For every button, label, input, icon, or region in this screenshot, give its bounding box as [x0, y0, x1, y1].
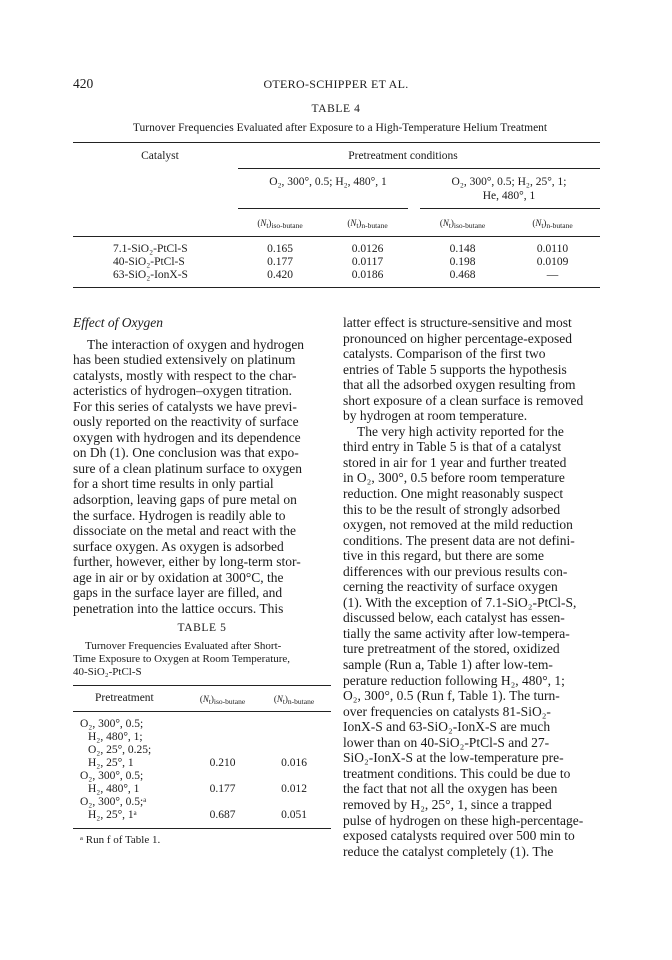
right-line: treatment conditions. This could be due to: [343, 765, 571, 781]
right-line: tive in this regard, but there are some: [343, 548, 544, 564]
right-line: in O₂, 300°, 0.5 before room temperature: [343, 470, 565, 486]
right-line: conditions. The present data are not defini-: [343, 532, 575, 548]
right-line: exposed catalysts required over 500 min to: [343, 828, 575, 844]
left-line: gaps in the surface layer are filled, and: [73, 585, 283, 601]
table4-row3-v4: —: [546, 269, 559, 281]
left-line: the surface. Hydrogen is readily able to: [73, 507, 286, 523]
right-line: SiO₂-IonX-S at the low-temperature pre-: [343, 750, 564, 766]
table4-row2-v2: 0.0117: [351, 256, 384, 268]
table5-row1-n: 0.016: [281, 757, 307, 769]
table4-cond1-rule: [238, 208, 408, 209]
table5-row2-iso: 0.177: [209, 783, 236, 795]
table5-caption-line: 40-SiO₂-PtCl-S: [73, 666, 142, 678]
left-line: age in air or by oxidation at 300°C, the: [73, 569, 284, 585]
right-line: removed by H₂, 25°, 1, since a trapped: [343, 796, 552, 812]
right-line: that all the adsorbed oxygen resulting from: [343, 377, 576, 393]
running-head: OTERO-SCHIPPER ET AL.: [263, 77, 409, 91]
table4-row1-v1: 0.165: [267, 243, 293, 255]
table4-row3-v3: 0.468: [449, 269, 476, 281]
right-line: sample (Run a, Table 1) after low-tem-: [343, 657, 553, 673]
table4-bottom-rule: [73, 287, 600, 288]
table4-row1-catalyst: 7.1-SiO₂-PtCl-S: [113, 243, 188, 255]
left-line: The interaction of oxygen and hydrogen: [87, 336, 305, 352]
table5-header-rule: [73, 711, 331, 712]
left-line: for a short time results in only partial: [73, 476, 274, 492]
table4-row2-v1: 0.177: [267, 256, 293, 268]
right-line: the fact that not all the oxygen has been: [343, 781, 558, 797]
table4-col-catalyst: Catalyst: [141, 150, 179, 162]
right-line: entries of Table 5 supports the hypothesis: [343, 361, 567, 377]
table5-row3-iso: 0.687: [209, 809, 236, 821]
right-line: IonX-S and 63-SiO₂-IonX-S are much: [343, 719, 551, 735]
table4-cond2-rule: [420, 208, 600, 209]
table5-bottom-rule: [73, 828, 331, 829]
table4-row3-v1: 0.420: [267, 269, 293, 281]
right-line: catalysts. Comparison of the first two: [343, 346, 546, 362]
table4-pretreatment-rule: [238, 168, 600, 169]
right-line: O₂, 300°, 0.5 (Run f, Table 1). The turn-: [343, 688, 560, 704]
table4-nt-iso-2: $(N_t)_{iso-butane}$: [439, 218, 486, 230]
table5-row1-line: O₂, 300°, 0.5;: [80, 718, 144, 730]
table5-row1-iso: 0.210: [209, 757, 236, 769]
right-line: third entry in Table 5 is that of a catalyst: [343, 439, 562, 455]
right-line: reduce the catalyst completely (1). The: [343, 843, 554, 859]
table4-row2-catalyst: 40-SiO₂-PtCl-S: [113, 256, 185, 268]
page-number: 420: [73, 76, 94, 91]
right-line: ture pretreatment of the stored, oxidized: [343, 641, 560, 657]
right-line: lower than on 40-SiO₂-PtCl-S and 27-: [343, 734, 550, 750]
right-line: perature reduction following H₂, 480°, 1;: [343, 672, 565, 688]
table5-row2-line: H₂, 480°, 1: [88, 783, 140, 795]
right-line: reduction. One might reasonably suspect: [343, 486, 564, 502]
left-line: For this series of catalysts we have previ-: [73, 398, 297, 414]
right-line: over frequencies on catalysts 81-SiO₂-: [343, 703, 551, 719]
table4-condition-1: O₂, 300°, 0.5; H₂, 480°, 1: [269, 176, 387, 188]
table5-row3-n: 0.051: [281, 809, 307, 821]
left-line: penetration into the lattice occurs. This: [73, 600, 284, 616]
right-line: pronounced on higher percentage-exposed: [343, 330, 573, 346]
table5-caption: [73, 640, 331, 679]
table4-label: TABLE 4: [311, 103, 361, 115]
left-column: [73, 315, 331, 616]
left-line: further, however, either by long-term stor-: [73, 554, 301, 570]
table4-col-pretreatment: Pretreatment conditions: [348, 150, 458, 162]
right-line: latter effect is structure-sensitive and most: [343, 315, 572, 330]
left-line: catalysts, mostly with respect to the char-: [73, 367, 297, 383]
right-line: discussed below, each catalyst has essen-: [343, 610, 565, 626]
left-line: ously reported on the reactivity of surface: [73, 414, 299, 430]
table5-col-pretreatment: Pretreatment: [95, 692, 154, 704]
left-line: oxygen with hydrogen and its dependence: [73, 429, 301, 445]
left-line: sure of a clean platinum surface to oxygen: [73, 460, 303, 476]
right-line: The very high activity reported for the: [357, 423, 564, 439]
table4-condition-2-line1: O₂, 300°, 0.5; H₂, 25°, 1;: [451, 176, 567, 188]
table5-row1-line: H₂, 25°, 1: [88, 757, 134, 769]
table5-col-iso: $(N_t)_{iso-butane}$: [199, 694, 246, 706]
table4-top-rule: [73, 142, 600, 143]
table5-caption-line: Time Exposure to Oxygen at Room Temperature,: [73, 653, 291, 665]
table5-row2-line: O₂, 300°, 0.5;: [80, 770, 144, 782]
left-line: acteristics of hydrogen–oxygen titration.: [73, 383, 292, 399]
table4-row2-v3: 0.198: [449, 256, 476, 268]
section-heading: Effect of Oxygen: [73, 315, 163, 330]
table4-row2-v4: 0.0109: [536, 256, 569, 268]
right-line: differences with our previous results con-: [343, 563, 568, 579]
table4-caption: Turnover Frequencies Evaluated after Exposure to a High-Temperature Helium Treatment: [132, 122, 548, 134]
table5-row2-n: 0.012: [281, 783, 307, 795]
right-line: oxygen, not removed at the mild reduction: [343, 517, 573, 533]
table4-row1-v3: 0.148: [449, 243, 476, 255]
table5-label: TABLE 5: [177, 622, 227, 634]
right-column: [343, 315, 601, 859]
table5-top-rule: [73, 685, 331, 686]
right-line: tially the same activity after low-tempera-: [343, 625, 570, 641]
right-line: cerning the reactivity of surface oxygen: [343, 579, 558, 595]
table4-row1-v2: 0.0126: [351, 243, 384, 255]
right-line: pulse of hydrogen on these high-percentage-: [343, 812, 584, 828]
right-line: short exposure of a clean surface is removed: [343, 392, 584, 408]
table4-nt-iso-1: $(N_t)_{iso-butane}$: [257, 218, 303, 230]
table4-row1-v4: 0.0110: [536, 243, 569, 255]
table5-row3-line: H₂, 25°, 1ᵃ: [88, 809, 137, 821]
table4-nt-n-1: $(N_t)_{n-butane}$: [347, 218, 388, 230]
right-line: (1). With the exception of 7.1-SiO₂-PtCl-S,: [343, 594, 577, 610]
table4-header-rule: [73, 236, 600, 237]
right-line: stored in air for 1 year and further treated: [343, 454, 567, 470]
table5-col-n: $(N_t)_{n-butane}$: [273, 694, 315, 706]
table5-caption-line: Turnover Frequencies Evaluated after Short-: [85, 640, 282, 652]
left-line: surface oxygen. As oxygen is adsorbed: [73, 538, 284, 554]
table4-nt-n-2: $(N_t)_{n-butane}$: [532, 218, 573, 230]
table5-footnote: ᵃ Run f of Table 1.: [80, 834, 161, 846]
table4-condition-2-line2: He, 480°, 1: [482, 190, 536, 202]
table4-row3-catalyst: 63-SiO₂-IonX-S: [113, 269, 188, 281]
left-line: dissociate on the metal and react with the: [73, 523, 297, 539]
table4-row3-v2: 0.0186: [351, 269, 384, 281]
left-line: on Dh (1). One conclusion was that expo-: [73, 445, 299, 461]
right-line: by hydrogen at room temperature.: [343, 408, 528, 424]
right-line: this to be the result of strongly adsorbed: [343, 501, 561, 517]
table5-row3-line: O₂, 300°, 0.5;ᵃ: [80, 796, 147, 808]
left-line: adsorption, leaving gaps of pure metal on: [73, 492, 297, 508]
table5-row1-line: H₂, 480°, 1;: [88, 731, 143, 743]
table5-row1-line: O₂, 25°, 0.25;: [88, 744, 152, 756]
left-line: has been studied extensively on platinum: [73, 352, 296, 368]
